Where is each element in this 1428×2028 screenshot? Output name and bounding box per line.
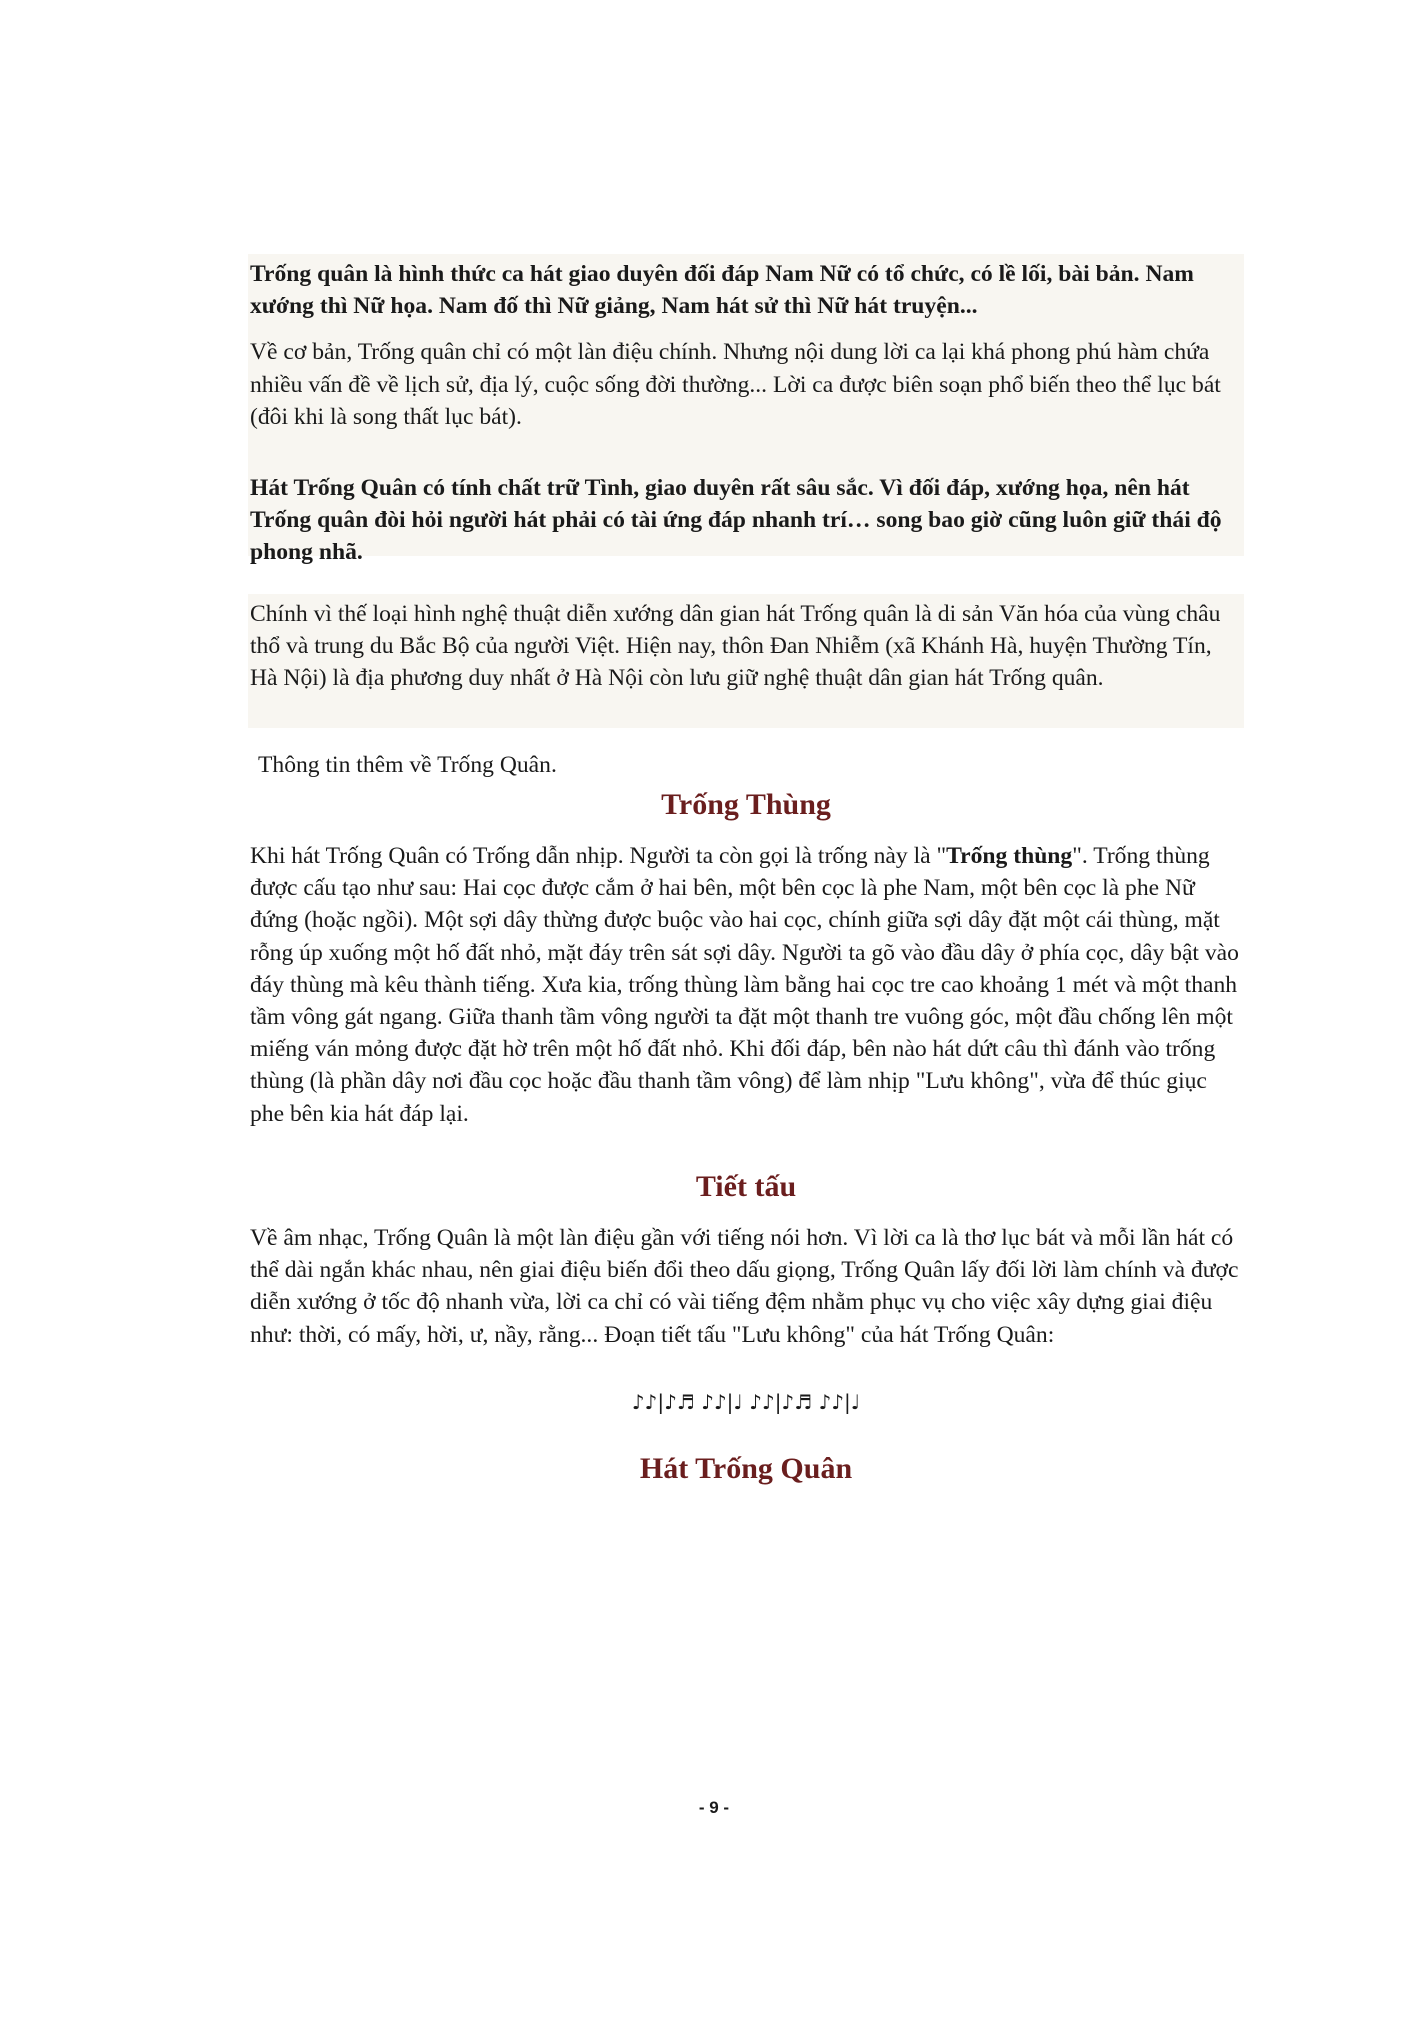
intro-paragraph-4: Chính vì thế loại hình nghệ thuật diễn xướng dân gian hát Trống quân là di sản Văn hóa của vùng châu thổ và trung du Bắc Bộ của người Việt. Hiện nay, thôn Đan Nhiễm (xã Khánh Hà, huyện Thường Tín, Hà Nội) là địa phương duy nhất ở Hà Nội còn lưu giữ nghệ thuật dân gian hát Trống quân. — [250, 601, 1221, 692]
tiet-tau-section — [248, 1222, 1244, 1351]
page-number: - 9 - — [698, 1798, 730, 1817]
intro-bold-block — [248, 472, 1244, 569]
more-info-text: Thông tin thêm về Trống Quân. — [258, 752, 557, 778]
intro-section — [248, 258, 1244, 433]
trong-thung-term: Trống thùng — [946, 843, 1073, 869]
heading-tiet-tau: Tiết tấu — [695, 1170, 797, 1203]
intro-paragraph-2: Về cơ bản, Trống quân chỉ có một làn điệu chính. Nhưng nội dung lời ca lại khá phong phú hàm chứa nhiều vấn đề về lịch sử, địa lý, cuộc sống đời thường... Lời ca được biên soạn phổ biến theo thể lục bát (đôi khi là song thất lục bát). — [250, 339, 1221, 430]
rhythm-notation: ♪♪|♪♬ ♪♪|♩ ♪♪|♪♬ ♪♪|♩ — [631, 1390, 861, 1414]
trong-thung-text-after: ". Trống thùng được cấu tạo như sau: Hai cọc được cắm ở hai bên, một bên cọc là phe Nam, một bên cọc là phe Nữ đứng (hoặc ngồi). Một sợi dây thừng được buộc vào hai cọc, chính giữa sợi dây đặt một cái thùng, mặt rỗng úp xuống một hố đất nhỏ, mặt đáy trên sát sợi dây. Người ta gõ vào đầu dây ở phía cọc, dây bật vào đáy thùng mà kêu thành tiếng. Xưa kia, trống thùng làm bằng hai cọc tre cao khoảng 1 mét và một thanh tầm vông gát ngang. Giữa thanh tầm vông người ta đặt một thanh tre vuông góc, một đầu chống lên một miếng ván mỏng được đặt hờ trên một hố đất nhỏ. Khi đối đáp, bên nào hát dứt câu thì đánh vào trống thùng (là phần dây nơi đầu cọc hoặc đầu thanh tầm vông) để làm nhịp "Lưu không", vừa để thúc giục phe bên kia hát đáp lại. — [250, 843, 1239, 1127]
intro-heritage-block — [248, 598, 1244, 695]
trong-thung-paragraph — [248, 840, 1244, 1130]
intro-paragraph-1: Trống quân là hình thức ca hát giao duyên đối đáp Nam Nữ có tổ chức, có lề lối, bài bản. Nam xướng thì Nữ họa. Nam đố thì Nữ giảng, Nam hát sử thì Nữ hát truyện... — [250, 261, 1194, 320]
heading-hat-trong-quan: Hát Trống Quân — [639, 1452, 853, 1485]
trong-thung-text-before: Khi hát Trống Quân có Trống dẫn nhịp. Người ta còn gọi là trống này là " — [250, 843, 947, 869]
tiet-tau-paragraph: Về âm nhạc, Trống Quân là một làn điệu gần với tiếng nói hơn. Vì lời ca là thơ lục bát và mỗi lần hát có thể dài ngắn khác nhau, nên giai điệu biến đổi theo dấu giọng, Trống Quân lấy đối lời làm chính và được diễn xướng ở tốc độ nhanh vừa, lời ca chỉ có vài tiếng đệm nhằm phục vụ cho việc xây dựng giai điệu như: thời, có mấy, hời, ư, nầy, rằng... Đoạn tiết tấu "Lưu không" của hát Trống Quân: — [250, 1225, 1239, 1348]
heading-trong-thung: Trống Thùng — [661, 788, 831, 821]
intro-paragraph-3: Hát Trống Quân có tính chất trữ Tình, giao duyên rất sâu sắc. Vì đối đáp, xướng họa, nên hát Trống quân đòi hỏi người hát phải có tài ứng đáp nhanh trí… song bao giờ cũng luôn giữ thái độ phong nhã. — [250, 475, 1222, 566]
trong-thung-section — [248, 840, 1244, 1130]
